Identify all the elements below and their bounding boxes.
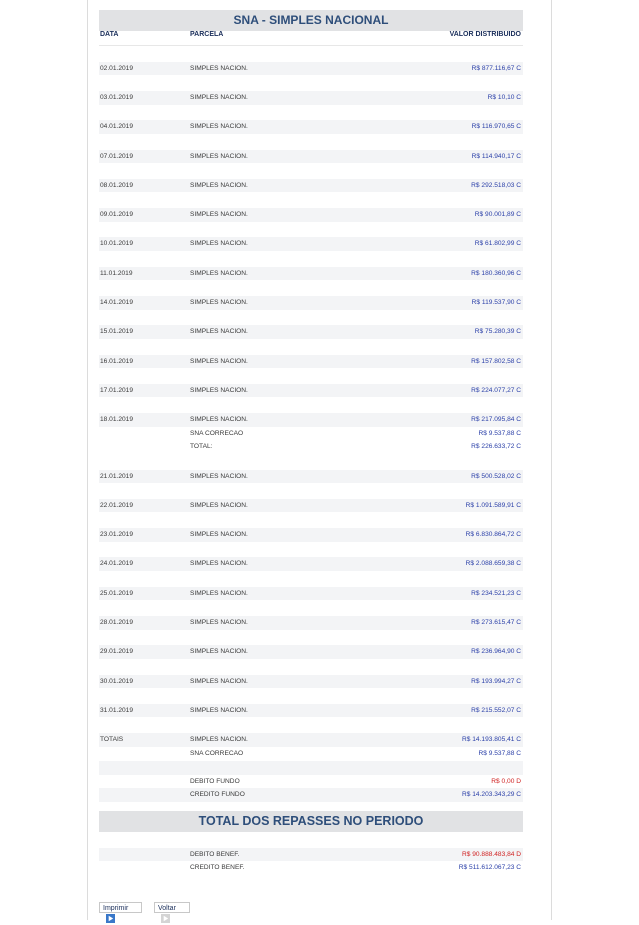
table-header — [99, 31, 523, 46]
row-date: 28.01.2019 — [100, 618, 134, 626]
row-parcela: SIMPLES NACION. — [190, 501, 248, 509]
row-date: 02.01.2019 — [100, 64, 134, 72]
row-spacer — [99, 251, 523, 267]
table-row — [99, 208, 523, 222]
row-parcela: SIMPLES NACION. — [190, 152, 248, 160]
print-button[interactable] — [99, 902, 142, 913]
row-parcela: SIMPLES NACION. — [190, 648, 248, 656]
back-button[interactable] — [154, 902, 190, 913]
table-row — [99, 237, 523, 251]
row-parcela: DEBITO BENEF. — [190, 850, 240, 858]
table-row — [99, 355, 523, 369]
table-row — [99, 91, 523, 105]
print-button-label: Imprimir — [103, 905, 129, 912]
row-parcela: SIMPLES NACION. — [190, 618, 248, 626]
row-date: 11.01.2019 — [100, 269, 133, 277]
row-spacer — [99, 280, 523, 296]
row-date: 08.01.2019 — [100, 181, 134, 189]
row-valor: R$ 215.552,07 C — [471, 706, 521, 714]
row-parcela: SIMPLES NACION. — [190, 357, 248, 365]
row-spacer — [99, 397, 523, 413]
row-valor: R$ 1.091.589,91 C — [465, 501, 521, 509]
row-parcela: SIMPLES NACION. — [190, 560, 248, 568]
table-row — [99, 645, 523, 659]
table-row — [99, 788, 523, 802]
row-parcela: SIMPLES NACION. — [190, 386, 248, 394]
row-date: 04.01.2019 — [100, 123, 134, 131]
table-row — [99, 861, 523, 875]
row-date: 09.01.2019 — [100, 211, 134, 219]
row-spacer — [99, 832, 523, 848]
row-date: 31.01.2019 — [100, 706, 134, 714]
row-spacer — [99, 512, 523, 528]
row-parcela: SIMPLES NACION. — [190, 123, 248, 131]
row-spacer — [99, 192, 523, 208]
row-valor: R$ 119.537,90 C — [471, 298, 521, 306]
row-spacer — [99, 222, 523, 238]
row-parcela: CREDITO BENEF. — [190, 864, 245, 872]
row-spacer — [99, 454, 523, 470]
table-row — [99, 616, 523, 630]
table-row — [99, 704, 523, 718]
section-title-sna: SNA - SIMPLES NACIONAL — [99, 10, 523, 31]
row-parcela: SIMPLES NACION. — [190, 531, 248, 539]
row-spacer — [99, 542, 523, 558]
row-date: 07.01.2019 — [100, 152, 134, 160]
row-valor: R$ 14.193.805,41 C — [461, 736, 521, 744]
row-valor: R$ 224.077,27 C — [471, 386, 521, 394]
table-row — [99, 413, 523, 427]
row-parcela: SIMPLES NACION. — [190, 269, 248, 277]
col-header-data: DATA — [100, 31, 119, 38]
row-valor: R$ 0,00 D — [491, 777, 521, 785]
row-parcela: SIMPLES NACION. — [190, 677, 248, 685]
table-row — [99, 296, 523, 310]
row-valor: R$ 500.528,02 C — [471, 472, 521, 480]
row-date: 16.01.2019 — [100, 357, 134, 365]
row-date: 18.01.2019 — [100, 416, 134, 424]
table-row — [99, 440, 523, 454]
table-row — [99, 120, 523, 134]
row-spacer — [99, 571, 523, 587]
table-row — [99, 775, 523, 789]
row-valor: R$ 217.095,84 C — [471, 416, 521, 424]
arrow-right-icon — [161, 914, 170, 923]
table-row — [99, 557, 523, 571]
row-spacer — [99, 310, 523, 326]
row-parcela: SIMPLES NACION. — [190, 93, 248, 101]
col-header-parcela: PARCELA — [190, 31, 224, 38]
row-parcela: SIMPLES NACION. — [190, 240, 248, 248]
row-spacer — [99, 630, 523, 646]
row-valor: R$ 511.612.067,23 C — [458, 864, 521, 872]
row-spacer — [99, 163, 523, 179]
row-parcela: SNA CORRECAO — [190, 749, 244, 757]
row-parcela: SNA CORRECAO — [190, 429, 244, 437]
row-valor: R$ 116.970,65 C — [471, 123, 521, 131]
row-valor: R$ 226.633,72 C — [471, 443, 521, 451]
row-valor: R$ 292.518,03 C — [471, 181, 521, 189]
row-date: TOTAIS — [100, 736, 124, 744]
row-date: 29.01.2019 — [100, 648, 134, 656]
table-row — [99, 150, 523, 164]
blank-row — [99, 761, 523, 775]
row-valor: R$ 877.116,67 C — [471, 64, 521, 72]
row-date: 10.01.2019 — [100, 240, 134, 248]
row-valor: R$ 180.360,96 C — [471, 269, 521, 277]
row-valor: R$ 75.280,39 C — [474, 328, 521, 336]
col-header-valor: VALOR DISTRIBUIDO — [449, 31, 521, 38]
table-row — [99, 325, 523, 339]
table-row — [99, 848, 523, 862]
row-valor: R$ 114.940,17 C — [471, 152, 521, 160]
row-parcela: SIMPLES NACION. — [190, 298, 248, 306]
table-row — [99, 499, 523, 513]
row-parcela: SIMPLES NACION. — [190, 328, 248, 336]
row-date: 24.01.2019 — [100, 560, 134, 568]
row-date: 25.01.2019 — [100, 589, 134, 597]
row-parcela: TOTAL: — [190, 443, 213, 451]
row-spacer — [99, 339, 523, 355]
row-spacer — [99, 75, 523, 91]
back-button-label: Voltar — [158, 905, 176, 912]
row-parcela: CREDITO FUNDO — [190, 791, 245, 799]
row-spacer — [99, 483, 523, 499]
row-parcela: SIMPLES NACION. — [190, 416, 248, 424]
row-spacer — [99, 600, 523, 616]
table-row — [99, 384, 523, 398]
row-date: 03.01.2019 — [100, 93, 134, 101]
row-date: 30.01.2019 — [100, 677, 134, 685]
row-valor: R$ 10,10 C — [487, 93, 521, 101]
row-valor: R$ 234.521,23 C — [471, 589, 521, 597]
row-parcela: SIMPLES NACION. — [190, 589, 248, 597]
row-parcela: DEBITO FUNDO — [190, 777, 240, 785]
row-date: 23.01.2019 — [100, 531, 134, 539]
row-spacer — [99, 46, 523, 62]
row-valor: R$ 14.203.343,29 C — [461, 791, 521, 799]
row-valor: R$ 236.964,90 C — [471, 648, 521, 656]
row-spacer — [99, 688, 523, 704]
row-parcela: SIMPLES NACION. — [190, 706, 248, 714]
report-content — [99, 10, 523, 875]
row-spacer — [99, 717, 523, 733]
arrow-right-icon — [106, 914, 115, 923]
row-date: 22.01.2019 — [100, 501, 134, 509]
row-valor: R$ 273.615,47 C — [471, 618, 521, 626]
table-row — [99, 427, 523, 441]
row-spacer — [99, 105, 523, 121]
row-valor: R$ 193.994,27 C — [471, 677, 521, 685]
table-row — [99, 179, 523, 193]
row-valor: R$ 61.802,99 C — [474, 240, 521, 248]
row-valor: R$ 157.802,58 C — [471, 357, 521, 365]
repasses-table-body — [99, 832, 523, 875]
row-parcela: SIMPLES NACION. — [190, 64, 248, 72]
table-row — [99, 470, 523, 484]
row-valor: R$ 9.537,88 C — [478, 429, 521, 437]
table-row — [99, 733, 523, 747]
row-valor: R$ 9.537,88 C — [478, 749, 521, 757]
row-date: 17.01.2019 — [100, 386, 134, 394]
row-spacer — [99, 368, 523, 384]
row-parcela: SIMPLES NACION. — [190, 472, 248, 480]
table-row — [99, 528, 523, 542]
row-parcela: SIMPLES NACION. — [190, 211, 248, 219]
row-spacer — [99, 659, 523, 675]
table-row — [99, 62, 523, 76]
table-row — [99, 267, 523, 281]
row-valor: R$ 90.888.483,84 D — [461, 850, 521, 858]
row-valor: R$ 2.088.659,38 C — [465, 560, 521, 568]
section-title-repasses: TOTAL DOS REPASSES NO PERIODO — [99, 811, 523, 832]
row-valor: R$ 6.830.864,72 C — [465, 531, 521, 539]
table-row — [99, 747, 523, 761]
row-date: 14.01.2019 — [100, 298, 134, 306]
table-row — [99, 675, 523, 689]
row-date: 15.01.2019 — [100, 328, 134, 336]
row-valor: R$ 90.001,89 C — [474, 211, 521, 219]
row-date: 21.01.2019 — [100, 472, 134, 480]
row-spacer — [99, 134, 523, 150]
sna-table-body — [99, 46, 523, 802]
row-parcela: SIMPLES NACION. — [190, 181, 248, 189]
table-row — [99, 587, 523, 601]
row-parcela: SIMPLES NACION. — [190, 736, 248, 744]
